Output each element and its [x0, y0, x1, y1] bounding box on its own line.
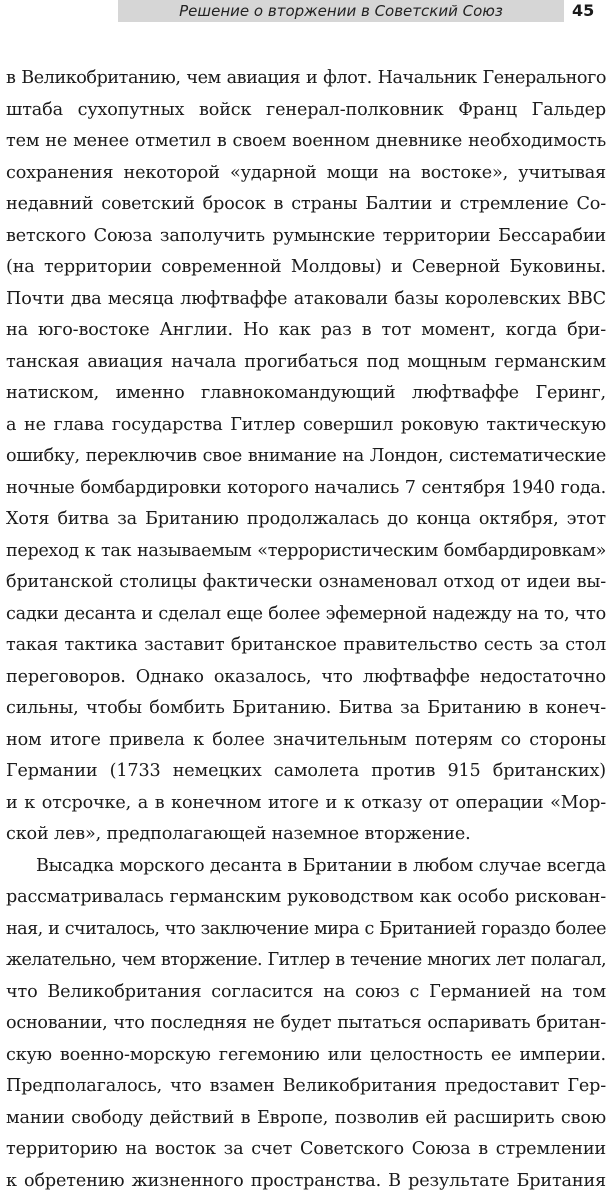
paragraph [6, 63, 606, 851]
body-text [6, 63, 606, 1197]
text-line: на юго-востоке Англии. Но как раз в тот момент, когда бри- [6, 315, 606, 347]
text-line: тем не менее отметил в своем военном дневнике необходимость [6, 126, 606, 158]
text-line: ночные бомбардировки которого начались 7 сентября 1940 года. [6, 473, 606, 505]
text-line: территорию на восток за счет Советского Союза в стремлении [6, 1134, 606, 1166]
text-line: Германии (1733 немецких самолета против 915 британских) [6, 756, 606, 788]
text-line: ошибку, переключив свое внимание на Лондон, систематические [6, 441, 606, 473]
text-line: ная, и считалось, что заключение мира с Британией гораздо более [6, 914, 606, 946]
text-line: и к отсрочке, а в конечном итоге и к отказу от операции «Мор- [6, 788, 606, 820]
text-line: основании, что последняя не будет пытаться оспаривать британ- [6, 1008, 606, 1040]
text-line: мании свободу действий в Европе, позволив ей расширить свою [6, 1103, 606, 1135]
text-line: переговоров. Однако оказалось, что люфтваффе недостаточно [6, 662, 606, 694]
text-line: желательно, чем вторжение. Гитлер в течение многих лет полагал, [6, 945, 606, 977]
text-line: такая тактика заставит британское правительство сесть за стол [6, 630, 606, 662]
text-line: британской столицы фактически ознаменовал отход от идеи вы- [6, 567, 606, 599]
text-line: Почти два месяца люфтваффе атаковали базы королевских ВВС [6, 284, 606, 316]
text-line: скую военно-морскую гегемонию или целостность ее империи. [6, 1040, 606, 1072]
chapter-title: Решение о вторжении в Советский Союз [118, 0, 564, 22]
text-line: штаба сухопутных войск генерал-полковник Франц Гальдер [6, 95, 606, 127]
text-line: в Великобританию, чем авиация и флот. Начальник Генерального [6, 63, 606, 95]
text-line: переход к так называемым «террористическим бомбардировкам» [6, 536, 606, 568]
text-line: сохранения некоторой «ударной мощи на востоке», учитывая [6, 158, 606, 190]
page-number: 45 [572, 0, 594, 22]
text-line: Хотя битва за Британию продолжалась до конца октября, этот [6, 504, 606, 536]
text-line: недавний советский бросок в страны Балтии и стремление Со- [6, 189, 606, 221]
text-line: к обретению жизненного пространства. В результате Британия [6, 1166, 606, 1197]
text-line: садки десанта и сделал еще более эфемерной надежду на то, что [6, 599, 606, 631]
running-header [0, 0, 610, 24]
paragraph [6, 851, 606, 1197]
text-line: натиском, именно главнокомандующий люфтваффе Геринг, [6, 378, 606, 410]
text-line: а не глава государства Гитлер совершил роковую тактическую [6, 410, 606, 442]
text-line: что Великобритания согласится на союз с Германией на том [6, 977, 606, 1009]
text-line: ном итоге привела к более значительным потерям со стороны [6, 725, 606, 757]
text-line: ской лев», предполагающей наземное вторжение. [6, 819, 606, 851]
text-line: сильны, чтобы бомбить Британию. Битва за Британию в конеч- [6, 693, 606, 725]
text-line: танская авиация начала прогибаться под мощным германским [6, 347, 606, 379]
text-line: Предполагалось, что взамен Великобритания предоставит Гер- [6, 1071, 606, 1103]
text-line: ветского Союза заполучить румынские территории Бессарабии [6, 221, 606, 253]
text-line: рассматривалась германским руководством как особо рискован- [6, 882, 606, 914]
text-line: Высадка морского десанта в Британии в любом случае всегда [6, 851, 606, 883]
text-line: (на территории современной Молдовы) и Северной Буковины. [6, 252, 606, 284]
